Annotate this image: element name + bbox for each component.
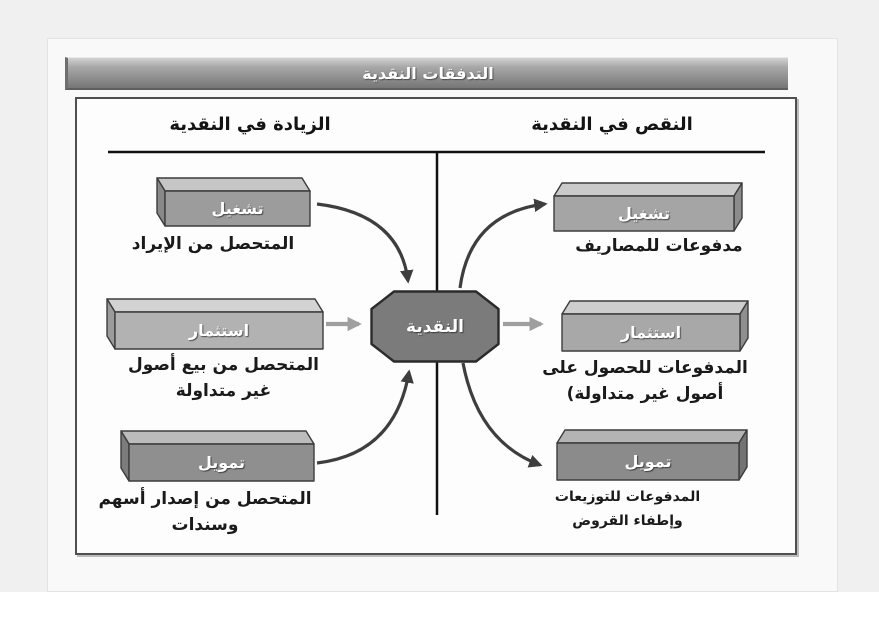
arrow-financing-outflow bbox=[463, 363, 540, 465]
caption-financing-decrease: المدفوعات للتوزيعات وإطفاء القروض bbox=[554, 489, 701, 529]
box3d-operating-increase bbox=[156, 177, 311, 227]
box3d-financing-increase bbox=[120, 430, 315, 482]
box3d-operating-decrease bbox=[553, 182, 743, 232]
box3d-investing-decrease bbox=[561, 300, 749, 352]
caption-financing-increase: المتحصل من إصدار أسهم وسندات bbox=[98, 489, 312, 536]
caption-investing-increase: المتحصل من بيع أصول غير متداولة bbox=[128, 355, 319, 402]
caption-investing-decrease: المدفوعات للحصول على أصول غير متداولة) bbox=[542, 358, 748, 405]
box-label-financing-decrease: تمويل bbox=[624, 452, 672, 471]
box3d-investing-increase bbox=[106, 298, 324, 350]
caption-operating-increase: المتحصل من الإيراد bbox=[131, 234, 295, 254]
box-label-investing-decrease: استثمار bbox=[620, 323, 682, 342]
column-header-increase: الزيادة في النقدية bbox=[169, 114, 331, 135]
box-label-operating-increase: تشغيل bbox=[211, 199, 264, 218]
caption-operating-decrease: مدفوعات للمصاريف bbox=[575, 236, 743, 256]
title-bar bbox=[65, 57, 788, 90]
cash-octagon bbox=[370, 290, 500, 363]
arrow-operating-inflow bbox=[317, 204, 408, 281]
column-header-decrease: النقص في النقدية bbox=[531, 114, 693, 135]
box-label-investing-increase: استثمار bbox=[188, 321, 250, 340]
arrow-operating-outflow bbox=[460, 204, 545, 288]
cash-octagon-label: النقدية bbox=[406, 316, 464, 337]
page-title: التدفقات النقدية bbox=[362, 63, 494, 83]
box-label-financing-increase: تمويل bbox=[197, 453, 246, 472]
box3d-financing-decrease bbox=[556, 429, 748, 481]
box-label-operating-decrease: تشغيل bbox=[617, 204, 671, 223]
